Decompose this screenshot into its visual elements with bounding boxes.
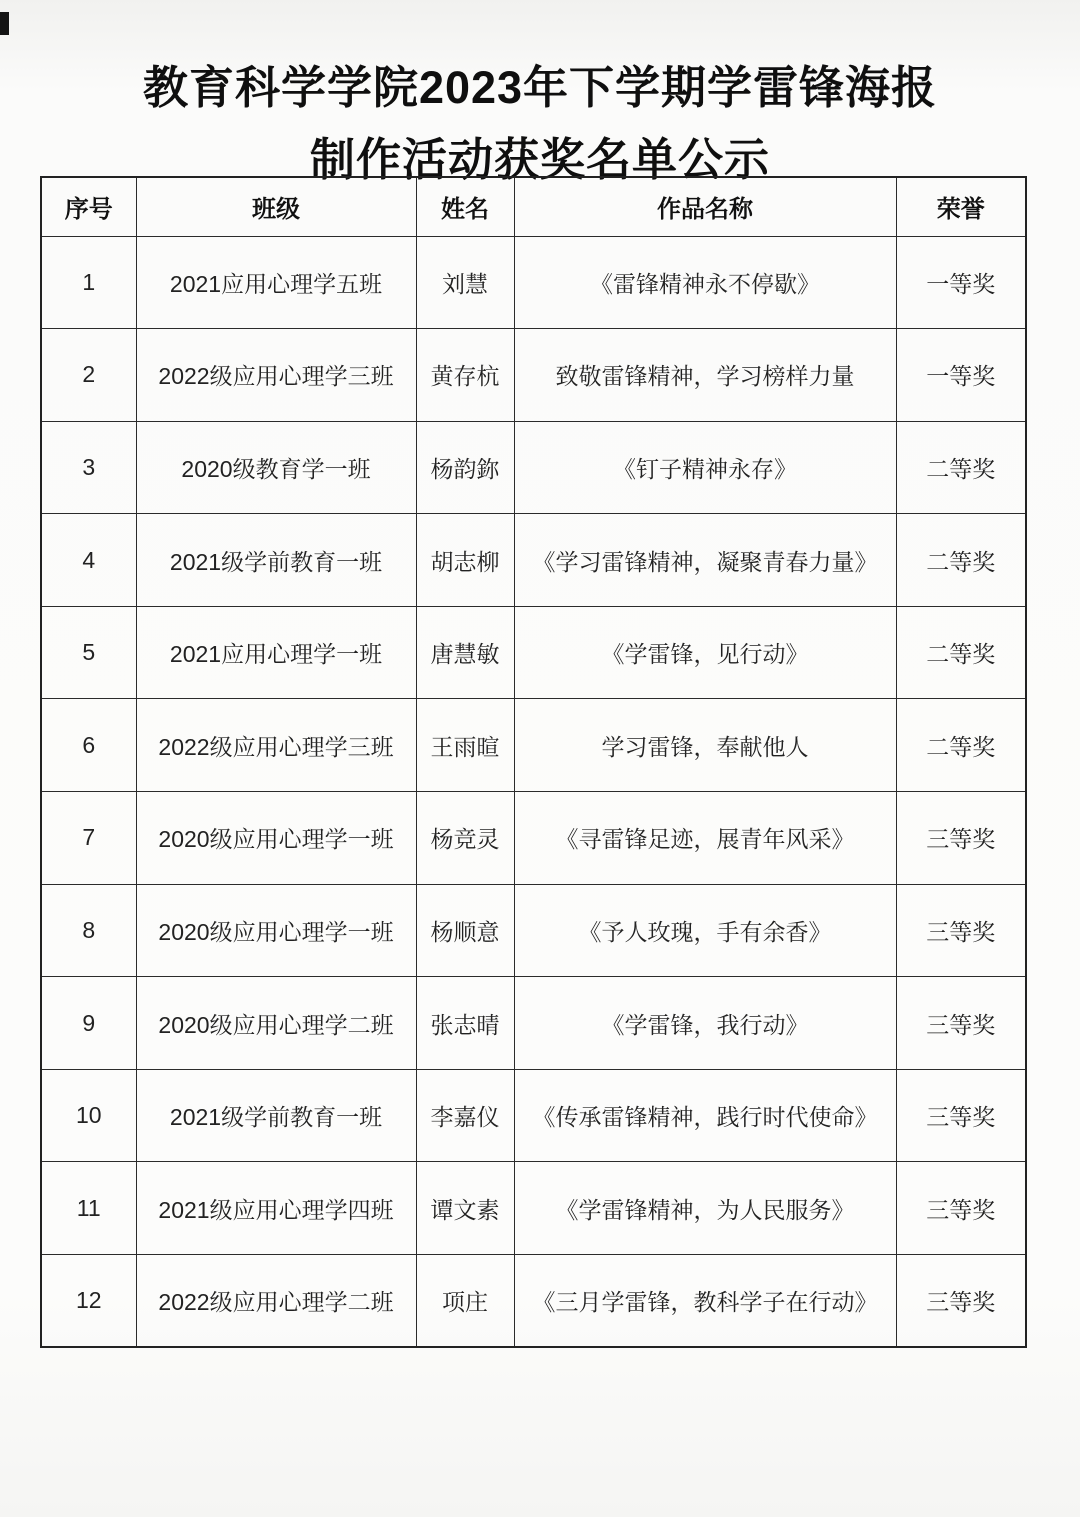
table-row — [41, 421, 1026, 514]
student-name-cell: 谭文素 — [416, 1162, 514, 1255]
work-title-cell: 学习雷锋，奉献他人 — [514, 699, 896, 792]
student-name-cell: 刘慧 — [416, 236, 514, 329]
award-level-cell: 三等奖 — [896, 884, 1026, 977]
work-title-cell: 《予人玫瑰，手有余香》 — [514, 884, 896, 977]
student-name-cell: 杨顺意 — [416, 884, 514, 977]
award-table — [40, 176, 1027, 1348]
award-level-cell: 三等奖 — [896, 792, 1026, 885]
work-title-cell: 《传承雷锋精神，践行时代使命》 — [514, 1069, 896, 1162]
award-level-cell: 二等奖 — [896, 421, 1026, 514]
award-level-cell: 三等奖 — [896, 1069, 1026, 1162]
work-title-cell: 《学雷锋精神，为人民服务》 — [514, 1162, 896, 1255]
student-name-cell: 项庄 — [416, 1255, 514, 1348]
student-name-cell: 王雨暄 — [416, 699, 514, 792]
column-header-name: 姓名 — [416, 177, 514, 236]
row-number-cell: 6 — [41, 699, 136, 792]
work-title-cell: 《学雷锋，我行动》 — [514, 977, 896, 1070]
work-title-cell: 《三月学雷锋，教科学子在行动》 — [514, 1255, 896, 1348]
row-number-cell: 5 — [41, 606, 136, 699]
table-row — [41, 1255, 1026, 1348]
work-title-cell: 致敬雷锋精神，学习榜样力量 — [514, 329, 896, 422]
table-row — [41, 792, 1026, 885]
class-name-cell: 2020级应用心理学一班 — [136, 792, 416, 885]
table-row — [41, 884, 1026, 977]
table-row — [41, 699, 1026, 792]
award-level-cell: 三等奖 — [896, 1162, 1026, 1255]
award-level-cell: 三等奖 — [896, 977, 1026, 1070]
table-row — [41, 1069, 1026, 1162]
student-name-cell: 杨韵鉨 — [416, 421, 514, 514]
class-name-cell: 2022级应用心理学三班 — [136, 329, 416, 422]
award-level-cell: 三等奖 — [896, 1255, 1026, 1348]
row-number-cell: 11 — [41, 1162, 136, 1255]
row-number-cell: 8 — [41, 884, 136, 977]
column-header-class: 班级 — [136, 177, 416, 236]
column-header-number: 序号 — [41, 177, 136, 236]
class-name-cell: 2021级应用心理学四班 — [136, 1162, 416, 1255]
student-name-cell: 黄存杭 — [416, 329, 514, 422]
student-name-cell: 唐慧敏 — [416, 606, 514, 699]
class-name-cell: 2022级应用心理学二班 — [136, 1255, 416, 1348]
class-name-cell: 2021级学前教育一班 — [136, 1069, 416, 1162]
table-row — [41, 329, 1026, 422]
table-header-row — [41, 177, 1026, 236]
row-number-cell: 12 — [41, 1255, 136, 1348]
row-number-cell: 10 — [41, 1069, 136, 1162]
work-title-cell: 《学雷锋，见行动》 — [514, 606, 896, 699]
class-name-cell: 2020级应用心理学一班 — [136, 884, 416, 977]
work-title-cell: 《雷锋精神永不停歇》 — [514, 236, 896, 329]
column-header-honor: 荣誉 — [896, 177, 1026, 236]
student-name-cell: 李嘉仪 — [416, 1069, 514, 1162]
row-number-cell: 1 — [41, 236, 136, 329]
table-row — [41, 514, 1026, 607]
class-name-cell: 2021应用心理学一班 — [136, 606, 416, 699]
award-level-cell: 二等奖 — [896, 514, 1026, 607]
page-title-line2: 制作活动获奖名单公示 — [309, 134, 770, 185]
work-title-cell: 《钉子精神永存》 — [514, 421, 896, 514]
column-header-work-title: 作品名称 — [514, 177, 896, 236]
table-row — [41, 977, 1026, 1070]
page-title-line1: 教育科学学院2023年下学期学雷锋海报 — [142, 62, 938, 113]
student-name-cell: 张志晴 — [416, 977, 514, 1070]
award-level-cell: 二等奖 — [896, 606, 1026, 699]
row-number-cell: 9 — [41, 977, 136, 1070]
class-name-cell: 2020级教育学一班 — [136, 421, 416, 514]
table-row — [41, 1162, 1026, 1255]
work-title-cell: 《寻雷锋足迹，展青年风采》 — [514, 792, 896, 885]
student-name-cell: 胡志柳 — [416, 514, 514, 607]
class-name-cell: 2021级学前教育一班 — [136, 514, 416, 607]
class-name-cell: 2022级应用心理学三班 — [136, 699, 416, 792]
row-number-cell: 3 — [41, 421, 136, 514]
class-name-cell: 2021应用心理学五班 — [136, 236, 416, 329]
table-row — [41, 606, 1026, 699]
award-level-cell: 一等奖 — [896, 329, 1026, 422]
award-level-cell: 一等奖 — [896, 236, 1026, 329]
work-title-cell: 《学习雷锋精神，凝聚青春力量》 — [514, 514, 896, 607]
student-name-cell: 杨竞灵 — [416, 792, 514, 885]
table-row — [41, 236, 1026, 329]
class-name-cell: 2020级应用心理学二班 — [136, 977, 416, 1070]
scan-artifact-mark — [0, 12, 9, 35]
award-level-cell: 二等奖 — [896, 699, 1026, 792]
row-number-cell: 4 — [41, 514, 136, 607]
row-number-cell: 7 — [41, 792, 136, 885]
page-title — [0, 52, 1080, 196]
row-number-cell: 2 — [41, 329, 136, 422]
